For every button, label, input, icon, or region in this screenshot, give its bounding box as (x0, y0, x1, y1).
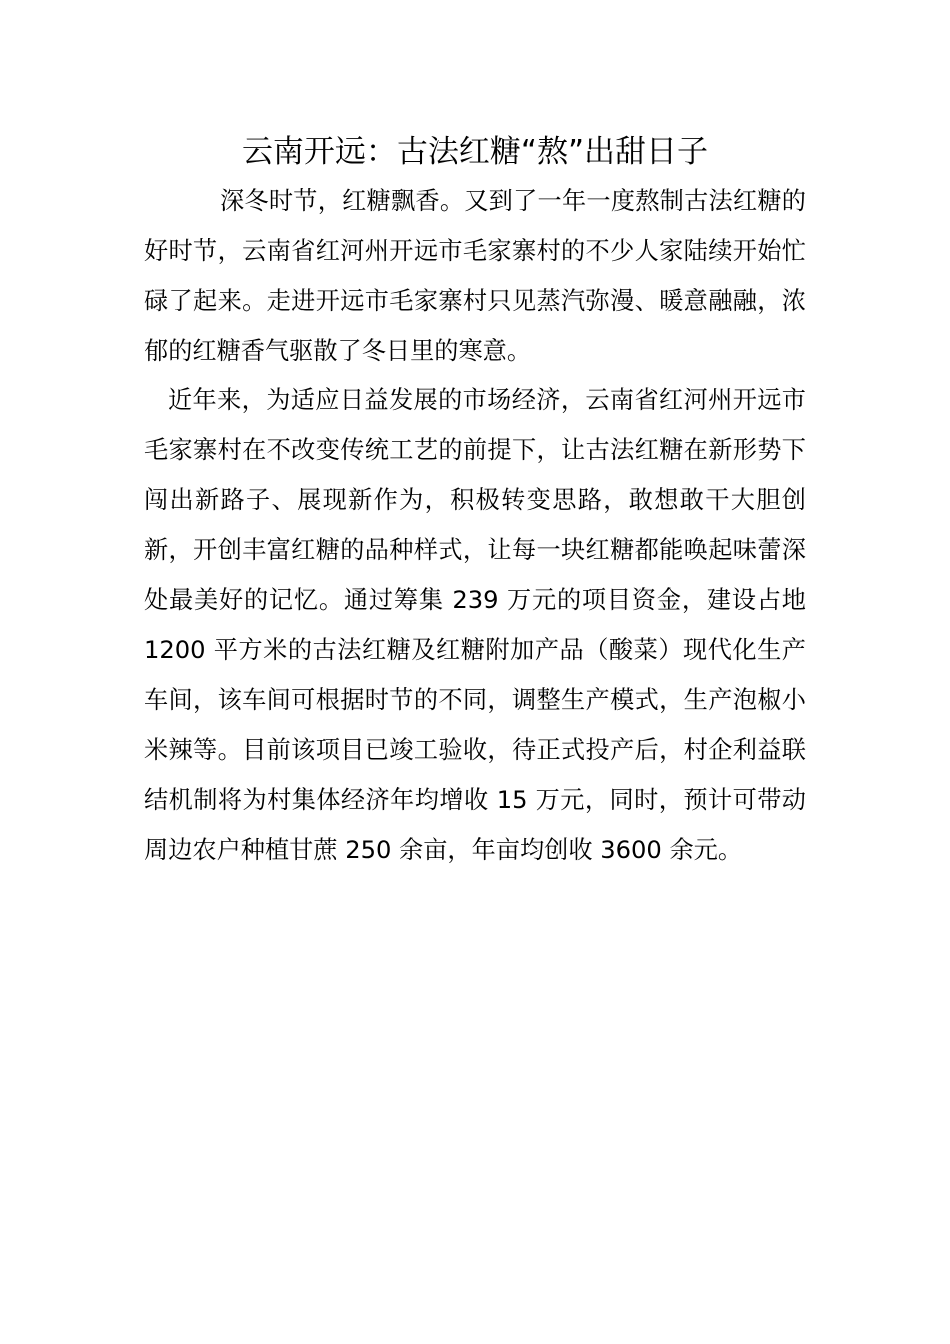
paragraph-intro: 深冬时节，红糖飘香。又到了一年一度熬制古法红糖的好时节，云南省红河州开远市毛家寨村的不少人家陆续开始忙碌了起来。走进开远市毛家寨村只见蒸汽弥漫、暖意融融，浓郁的红糖香气驱散了冬日里的寒意。 (144, 187, 806, 365)
document-title: 云南开远：古法红糖“熬”出甜日子 (241, 134, 709, 170)
paragraph-development: 近年来，为适应日益发展的市场经济，云南省红河州开远市毛家寨村在不改变传统工艺的前提下，让古法红糖在新形势下闯出新路子、展现新作为，积极转变思路，敢想敢干大胆创新，开创丰富红糖的品种样式，让每一块红糖都能唤起味蕾深处最美好的记忆。通过筹集 239 万元的项目资金，建设占地 1200 平方米的古法红糖及红糖附加产品（酸菜）现代化生产车间，该车间可根据时节的不同，调整生产模式，生产泡椒小米辣等。目前该项目已竣工验收，待正式投产后，村企利益联结机制将为村集体经济年均增收 15 万元，同时，预计可带动周边农户种植甘蔗 250 余亩，年亩均创收 3600 余元。 (144, 386, 806, 864)
